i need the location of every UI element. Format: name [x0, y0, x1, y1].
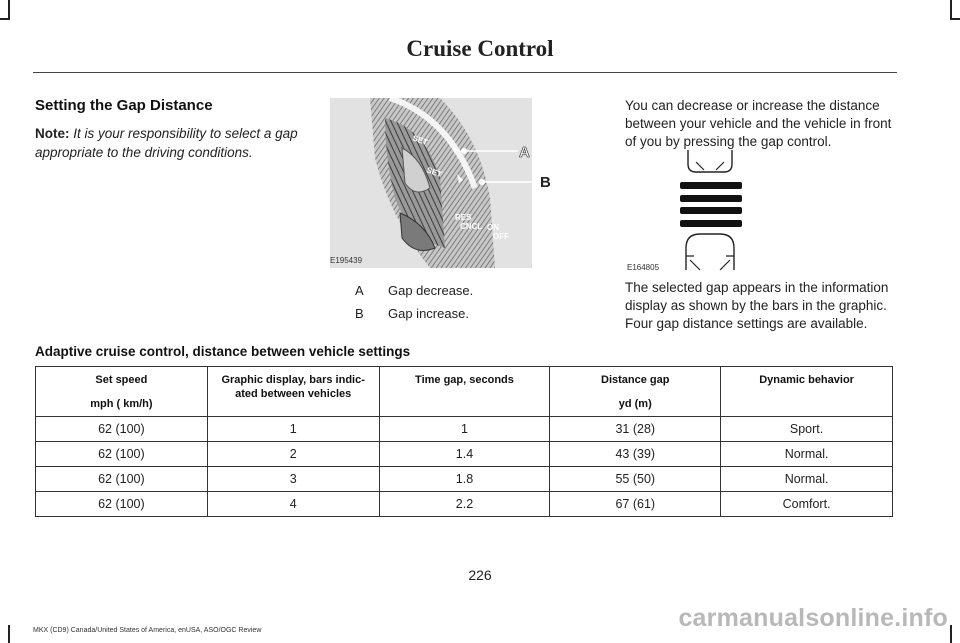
table-row	[36, 467, 893, 492]
crop-mark	[8, 625, 10, 643]
table-cell: Comfort.	[721, 492, 893, 517]
note-text: It is your responsibility to select a gap appropriate to the driving conditions.	[35, 126, 298, 160]
legend-key: B	[355, 306, 364, 321]
column-header	[721, 367, 893, 417]
table-cell: Sport.	[721, 417, 893, 442]
figure-code: E195439	[330, 256, 363, 265]
column-header	[36, 367, 208, 417]
legend-text: Gap decrease.	[388, 283, 474, 298]
table-row	[36, 417, 893, 442]
table-cell: 62 (100)	[36, 417, 208, 442]
table-cell: 55 (50)	[550, 467, 721, 492]
table-cell: 4	[207, 492, 379, 517]
column-header	[207, 367, 379, 417]
callout-a: A	[519, 144, 530, 161]
table-cell: 62 (100)	[36, 467, 208, 492]
column-header-main: Graphic display, bars indic-ated between vehicles	[221, 374, 365, 400]
table-cell: Normal.	[721, 467, 893, 492]
figure-code: E164805	[627, 263, 660, 272]
column-header-main: Time gap, seconds	[415, 374, 514, 386]
table-cell: 67 (61)	[550, 492, 721, 517]
table-row	[36, 442, 893, 467]
header-divider	[33, 72, 897, 73]
gap-settings-table	[35, 366, 893, 517]
table-header-row	[36, 367, 893, 417]
crop-mark	[950, 18, 960, 20]
note-label: Note:	[35, 126, 70, 141]
legend-text: Gap increase.	[388, 306, 469, 321]
table-cell: Normal.	[721, 442, 893, 467]
table-cell: 43 (39)	[550, 442, 721, 467]
table-cell: 2	[207, 442, 379, 467]
table-cell: 62 (100)	[36, 492, 208, 517]
table-cell: 1.8	[379, 467, 550, 492]
switch-label: SET	[411, 133, 430, 148]
callout-b: B	[540, 174, 551, 191]
table-cell: 1	[207, 417, 379, 442]
column-header-main: Set speed	[95, 374, 148, 386]
column-header-main: Dynamic behavior	[759, 374, 854, 386]
crop-mark	[8, 0, 10, 18]
switch-label: CNCL	[460, 222, 483, 231]
document-footer: MKX (CD9) Canada/United States of America, enUSA, ASO/OGC Review	[33, 627, 262, 634]
table-cell: 31 (28)	[550, 417, 721, 442]
column-header-unit: mph ( km/h)	[90, 398, 153, 410]
crop-mark	[950, 625, 952, 643]
column-header	[550, 367, 721, 417]
table-cell: 1.4	[379, 442, 550, 467]
switch-label: OFF	[493, 232, 509, 241]
crop-mark	[0, 18, 10, 20]
section-heading: Setting the Gap Distance	[35, 97, 213, 114]
table-cell: 62 (100)	[36, 442, 208, 467]
column-header	[379, 367, 550, 417]
watermark: carmanualsonline.info	[678, 604, 948, 632]
steering-switch-illustration	[330, 98, 532, 268]
switch-label: ON	[487, 223, 499, 232]
switch-label: SET	[425, 165, 444, 180]
legend-key: A	[355, 283, 364, 298]
table-cell: 2.2	[379, 492, 550, 517]
page-title: Cruise Control	[406, 36, 554, 61]
crop-mark	[950, 0, 952, 18]
gap-display-paragraph: The selected gap appears in the information display as shown by the bars in the graphic. Four gap distance settings are available.	[625, 280, 889, 331]
table-cell: 1	[379, 417, 550, 442]
legend-item	[355, 283, 473, 298]
column-header-unit: yd (m)	[618, 398, 652, 410]
table-row	[36, 492, 893, 517]
column-header-main: Distance gap	[601, 374, 670, 386]
gap-control-paragraph: You can decrease or increase the distance between your vehicle and the vehicle in front of you by pressing the gap control.	[625, 98, 892, 149]
note-paragraph	[35, 124, 325, 162]
switch-label: RES	[455, 213, 472, 222]
gap-bars-illustration	[660, 148, 760, 272]
table-title: Adaptive cruise control, distance between vehicle settings	[35, 344, 411, 359]
page-number: 226	[468, 567, 492, 583]
table-cell: 3	[207, 467, 379, 492]
legend-item	[355, 306, 469, 321]
